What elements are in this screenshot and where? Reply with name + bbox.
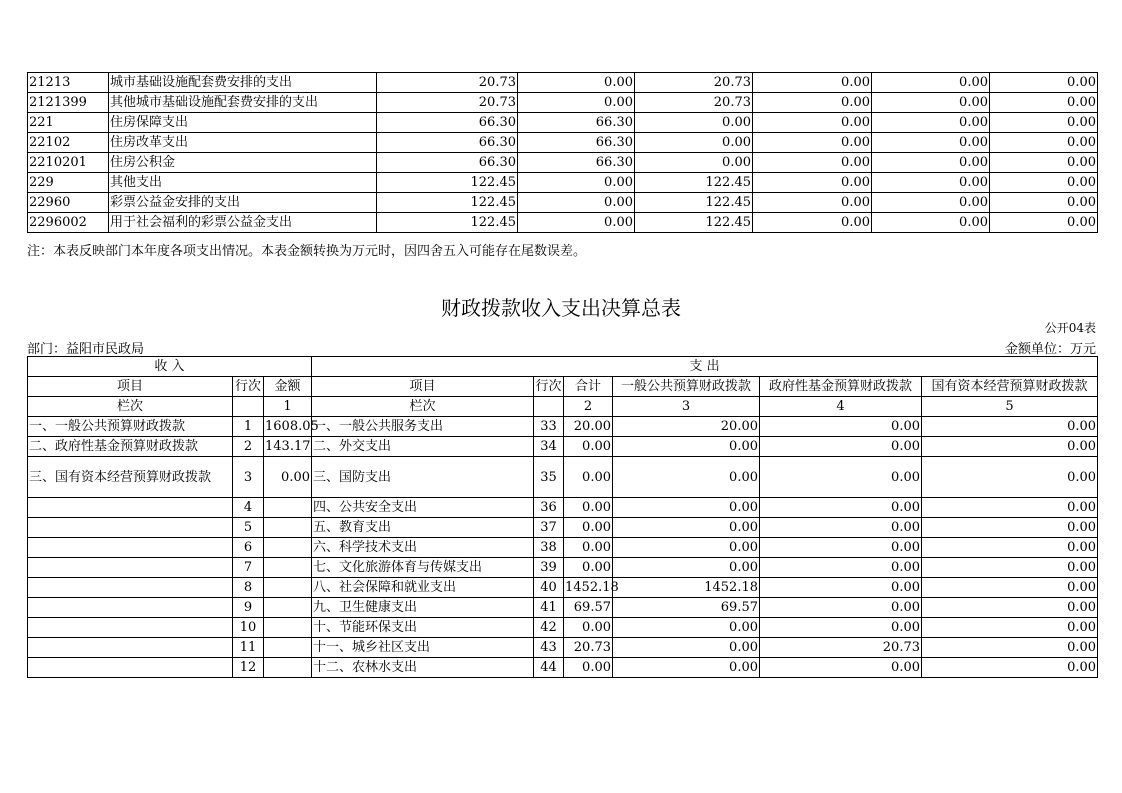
expense-line-header: 行次 (534, 377, 564, 397)
table-row (28, 113, 1098, 133)
expense-line: 39 (534, 558, 564, 578)
income-line: 5 (233, 518, 264, 538)
general-budget-amount: 0.00 (613, 618, 760, 638)
expense-item: 九、卫生健康支出 (312, 598, 534, 618)
general-budget-amount: 0.00 (613, 638, 760, 658)
subject-code: 2296002 (28, 213, 109, 233)
expense-item: 三、国防支出 (312, 457, 534, 498)
amount-cell: 0.00 (990, 93, 1098, 113)
amount-cell: 0.00 (753, 113, 872, 133)
subject-name: 住房改革支出 (109, 133, 377, 153)
income-item: 三、国有资本经营预算财政拨款 (28, 457, 233, 498)
income-line: 11 (233, 638, 264, 658)
header-row-sections (28, 357, 1098, 377)
amount-cell: 0.00 (753, 213, 872, 233)
gov-fund-amount: 0.00 (760, 558, 922, 578)
amount-cell: 0.00 (518, 173, 635, 193)
income-amount: 0.00 (264, 457, 312, 498)
expense-item: 七、文化旅游体育与传媒支出 (312, 558, 534, 578)
amount-cell: 0.00 (753, 173, 872, 193)
column-number-2: 2 (564, 397, 613, 417)
general-budget-amount: 0.00 (613, 658, 760, 678)
table-row (28, 417, 1098, 437)
subject-code: 2121399 (28, 93, 109, 113)
state-capital-amount: 0.00 (922, 518, 1098, 538)
income-amount (264, 538, 312, 558)
amount-cell: 122.45 (635, 173, 753, 193)
column-label: 栏次 (312, 397, 534, 417)
income-line: 10 (233, 618, 264, 638)
gov-fund-header: 政府性基金预算财政拨款 (760, 377, 922, 397)
expense-line: 33 (534, 417, 564, 437)
expense-item: 十一、城乡社区支出 (312, 638, 534, 658)
income-amount (264, 558, 312, 578)
amount-cell: 0.00 (990, 113, 1098, 133)
total-amount: 20.00 (564, 417, 613, 437)
income-amount (264, 658, 312, 678)
income-line: 6 (233, 538, 264, 558)
total-amount: 0.00 (564, 518, 613, 538)
general-budget-amount: 0.00 (613, 518, 760, 538)
amount-cell: 66.30 (377, 153, 518, 173)
amount-cell: 0.00 (990, 153, 1098, 173)
income-line: 8 (233, 578, 264, 598)
subject-code: 22960 (28, 193, 109, 213)
amount-cell: 0.00 (753, 73, 872, 93)
general-budget-amount: 20.00 (613, 417, 760, 437)
table-row (28, 73, 1098, 93)
table-row (28, 173, 1098, 193)
expense-line: 40 (534, 578, 564, 598)
subject-code: 229 (28, 173, 109, 193)
state-capital-amount: 0.00 (922, 558, 1098, 578)
total-amount: 0.00 (564, 658, 613, 678)
amount-cell: 122.45 (377, 213, 518, 233)
gov-fund-amount: 0.00 (760, 538, 922, 558)
expense-item: 一、一般公共服务支出 (312, 417, 534, 437)
income-line: 3 (233, 457, 264, 498)
amount-cell: 0.00 (990, 133, 1098, 153)
department-label: 部门：益阳市民政局 (27, 342, 145, 357)
expense-line: 43 (534, 638, 564, 658)
amount-cell: 0.00 (990, 173, 1098, 193)
amount-cell: 20.73 (377, 73, 518, 93)
expense-line: 44 (534, 658, 564, 678)
income-item (28, 538, 233, 558)
state-capital-amount: 0.00 (922, 578, 1098, 598)
table-row (28, 437, 1098, 457)
fiscal-appropriation-summary-table (27, 356, 1098, 678)
table-row (28, 558, 1098, 578)
amount-cell: 0.00 (872, 193, 990, 213)
gov-fund-amount: 0.00 (760, 618, 922, 638)
income-amount (264, 498, 312, 518)
general-budget-amount: 0.00 (613, 498, 760, 518)
amount-cell: 0.00 (872, 133, 990, 153)
table-row (28, 578, 1098, 598)
expense-item: 八、社会保障和就业支出 (312, 578, 534, 598)
general-budget-amount: 0.00 (613, 457, 760, 498)
amount-cell: 0.00 (872, 213, 990, 233)
subject-name: 城市基础设施配套费安排的支出 (109, 73, 377, 93)
amount-cell: 0.00 (753, 93, 872, 113)
amount-cell: 0.00 (990, 213, 1098, 233)
general-budget-header: 一般公共预算财政拨款 (613, 377, 760, 397)
general-budget-amount: 0.00 (613, 558, 760, 578)
expense-item: 二、外交支出 (312, 437, 534, 457)
income-line: 9 (233, 598, 264, 618)
amount-cell: 0.00 (872, 93, 990, 113)
expense-section-header: 支 出 (312, 357, 1098, 377)
subject-name: 用于社会福利的彩票公益金支出 (109, 213, 377, 233)
amount-cell: 0.00 (635, 113, 753, 133)
state-capital-amount: 0.00 (922, 538, 1098, 558)
table-row (28, 457, 1098, 498)
table-row (28, 638, 1098, 658)
column-number-1: 1 (264, 397, 312, 417)
state-capital-amount: 0.00 (922, 658, 1098, 678)
total-header: 合计 (564, 377, 613, 397)
amount-cell: 66.30 (377, 113, 518, 133)
table-row (28, 133, 1098, 153)
income-line-header: 行次 (233, 377, 264, 397)
gov-fund-amount: 0.00 (760, 457, 922, 498)
income-item (28, 558, 233, 578)
general-budget-amount: 1452.18 (613, 578, 760, 598)
amount-cell: 20.73 (635, 93, 753, 113)
state-capital-amount: 0.00 (922, 498, 1098, 518)
amount-unit-label: 金额单位：万元 (1004, 342, 1096, 357)
amount-cell: 66.30 (518, 113, 635, 133)
income-item (28, 578, 233, 598)
subject-name: 住房保障支出 (109, 113, 377, 133)
amount-cell: 0.00 (753, 133, 872, 153)
income-line: 7 (233, 558, 264, 578)
amount-cell: 66.30 (377, 133, 518, 153)
amount-cell: 0.00 (872, 73, 990, 93)
expense-line: 36 (534, 498, 564, 518)
subject-code: 2210201 (28, 153, 109, 173)
expense-item: 十二、农林水支出 (312, 658, 534, 678)
amount-cell: 66.30 (518, 133, 635, 153)
gov-fund-amount: 20.73 (760, 638, 922, 658)
state-capital-amount: 0.00 (922, 417, 1098, 437)
amount-cell: 0.00 (518, 193, 635, 213)
expense-item-header: 项目 (312, 377, 534, 397)
income-item: 二、政府性基金预算财政拨款 (28, 437, 233, 457)
table-row (28, 153, 1098, 173)
income-section-header: 收 入 (28, 357, 312, 377)
table-row (28, 658, 1098, 678)
total-amount: 0.00 (564, 538, 613, 558)
income-item: 一、一般公共预算财政拨款 (28, 417, 233, 437)
table-code: 公开04表 (1044, 321, 1096, 335)
expense-line: 42 (534, 618, 564, 638)
income-line: 1 (233, 417, 264, 437)
state-capital-amount: 0.00 (922, 437, 1098, 457)
table-note: 注：本表反映部门本年度各项支出情况。本表金额转换为万元时，因四舍五入可能存在尾数误差。 (27, 244, 587, 259)
income-item (28, 498, 233, 518)
expense-line: 41 (534, 598, 564, 618)
state-capital-amount: 0.00 (922, 618, 1098, 638)
state-capital-amount: 0.00 (922, 598, 1098, 618)
amount-cell: 0.00 (990, 193, 1098, 213)
income-amount-header: 金额 (264, 377, 312, 397)
total-amount: 0.00 (564, 498, 613, 518)
income-item (28, 598, 233, 618)
amount-cell: 122.45 (635, 193, 753, 213)
total-amount: 0.00 (564, 457, 613, 498)
total-amount: 0.00 (564, 437, 613, 457)
expense-item: 十、节能环保支出 (312, 618, 534, 638)
amount-cell: 20.73 (635, 73, 753, 93)
amount-cell: 0.00 (753, 193, 872, 213)
table-row (28, 618, 1098, 638)
table-row (28, 213, 1098, 233)
income-amount (264, 638, 312, 658)
income-amount (264, 618, 312, 638)
total-amount: 0.00 (564, 618, 613, 638)
amount-cell: 0.00 (872, 113, 990, 133)
expense-line: 35 (534, 457, 564, 498)
expense-item: 六、科学技术支出 (312, 538, 534, 558)
header-row-column-numbers (28, 397, 1098, 417)
expense-item: 五、教育支出 (312, 518, 534, 538)
amount-cell: 0.00 (990, 73, 1098, 93)
amount-cell: 20.73 (377, 93, 518, 113)
gov-fund-amount: 0.00 (760, 518, 922, 538)
table-row (28, 498, 1098, 518)
table-row (28, 193, 1098, 213)
amount-cell: 0.00 (518, 93, 635, 113)
income-line: 12 (233, 658, 264, 678)
income-item-header: 项目 (28, 377, 233, 397)
expense-line: 38 (534, 538, 564, 558)
subject-code: 21213 (28, 73, 109, 93)
column-number-4: 4 (760, 397, 922, 417)
gov-fund-amount: 0.00 (760, 578, 922, 598)
expense-item: 四、公共安全支出 (312, 498, 534, 518)
gov-fund-amount: 0.00 (760, 417, 922, 437)
table-row (28, 93, 1098, 113)
subject-code: 221 (28, 113, 109, 133)
header-row-columns (28, 377, 1098, 397)
gov-fund-amount: 0.00 (760, 658, 922, 678)
table-row (28, 598, 1098, 618)
income-amount: 1608.05 (264, 417, 312, 437)
income-item (28, 518, 233, 538)
table-row (28, 518, 1098, 538)
income-line: 2 (233, 437, 264, 457)
amount-cell: 0.00 (518, 73, 635, 93)
amount-cell: 0.00 (872, 153, 990, 173)
total-amount: 69.57 (564, 598, 613, 618)
column-number-3: 3 (613, 397, 760, 417)
total-amount: 20.73 (564, 638, 613, 658)
amount-cell: 66.30 (518, 153, 635, 173)
state-capital-amount: 0.00 (922, 457, 1098, 498)
general-budget-amount: 0.00 (613, 538, 760, 558)
subject-name: 彩票公益金安排的支出 (109, 193, 377, 213)
page-title: 财政拨款收入支出决算总表 (441, 296, 681, 320)
amount-cell: 0.00 (872, 173, 990, 193)
total-amount: 0.00 (564, 558, 613, 578)
amount-cell: 122.45 (635, 213, 753, 233)
subject-name: 其他城市基础设施配套费安排的支出 (109, 93, 377, 113)
amount-cell: 122.45 (377, 173, 518, 193)
general-budget-amount: 69.57 (613, 598, 760, 618)
subject-name: 其他支出 (109, 173, 377, 193)
amount-cell: 0.00 (518, 213, 635, 233)
income-amount (264, 598, 312, 618)
gov-fund-amount: 0.00 (760, 437, 922, 457)
amount-cell: 0.00 (753, 153, 872, 173)
expenditure-detail-table (27, 72, 1098, 233)
income-amount (264, 518, 312, 538)
column-number-5: 5 (922, 397, 1098, 417)
income-item (28, 658, 233, 678)
amount-cell: 122.45 (377, 193, 518, 213)
column-label: 栏次 (28, 397, 233, 417)
income-line: 4 (233, 498, 264, 518)
amount-cell: 0.00 (635, 153, 753, 173)
general-budget-amount: 0.00 (613, 437, 760, 457)
income-amount (264, 578, 312, 598)
table-row (28, 538, 1098, 558)
subject-name: 住房公积金 (109, 153, 377, 173)
income-item (28, 618, 233, 638)
gov-fund-amount: 0.00 (760, 598, 922, 618)
gov-fund-amount: 0.00 (760, 498, 922, 518)
total-amount: 1452.18 (564, 578, 613, 598)
state-capital-header: 国有资本经营预算财政拨款 (922, 377, 1098, 397)
subject-code: 22102 (28, 133, 109, 153)
expense-line: 34 (534, 437, 564, 457)
state-capital-amount: 0.00 (922, 638, 1098, 658)
expense-line: 37 (534, 518, 564, 538)
income-amount: 143.17 (264, 437, 312, 457)
amount-cell: 0.00 (635, 133, 753, 153)
income-item (28, 638, 233, 658)
